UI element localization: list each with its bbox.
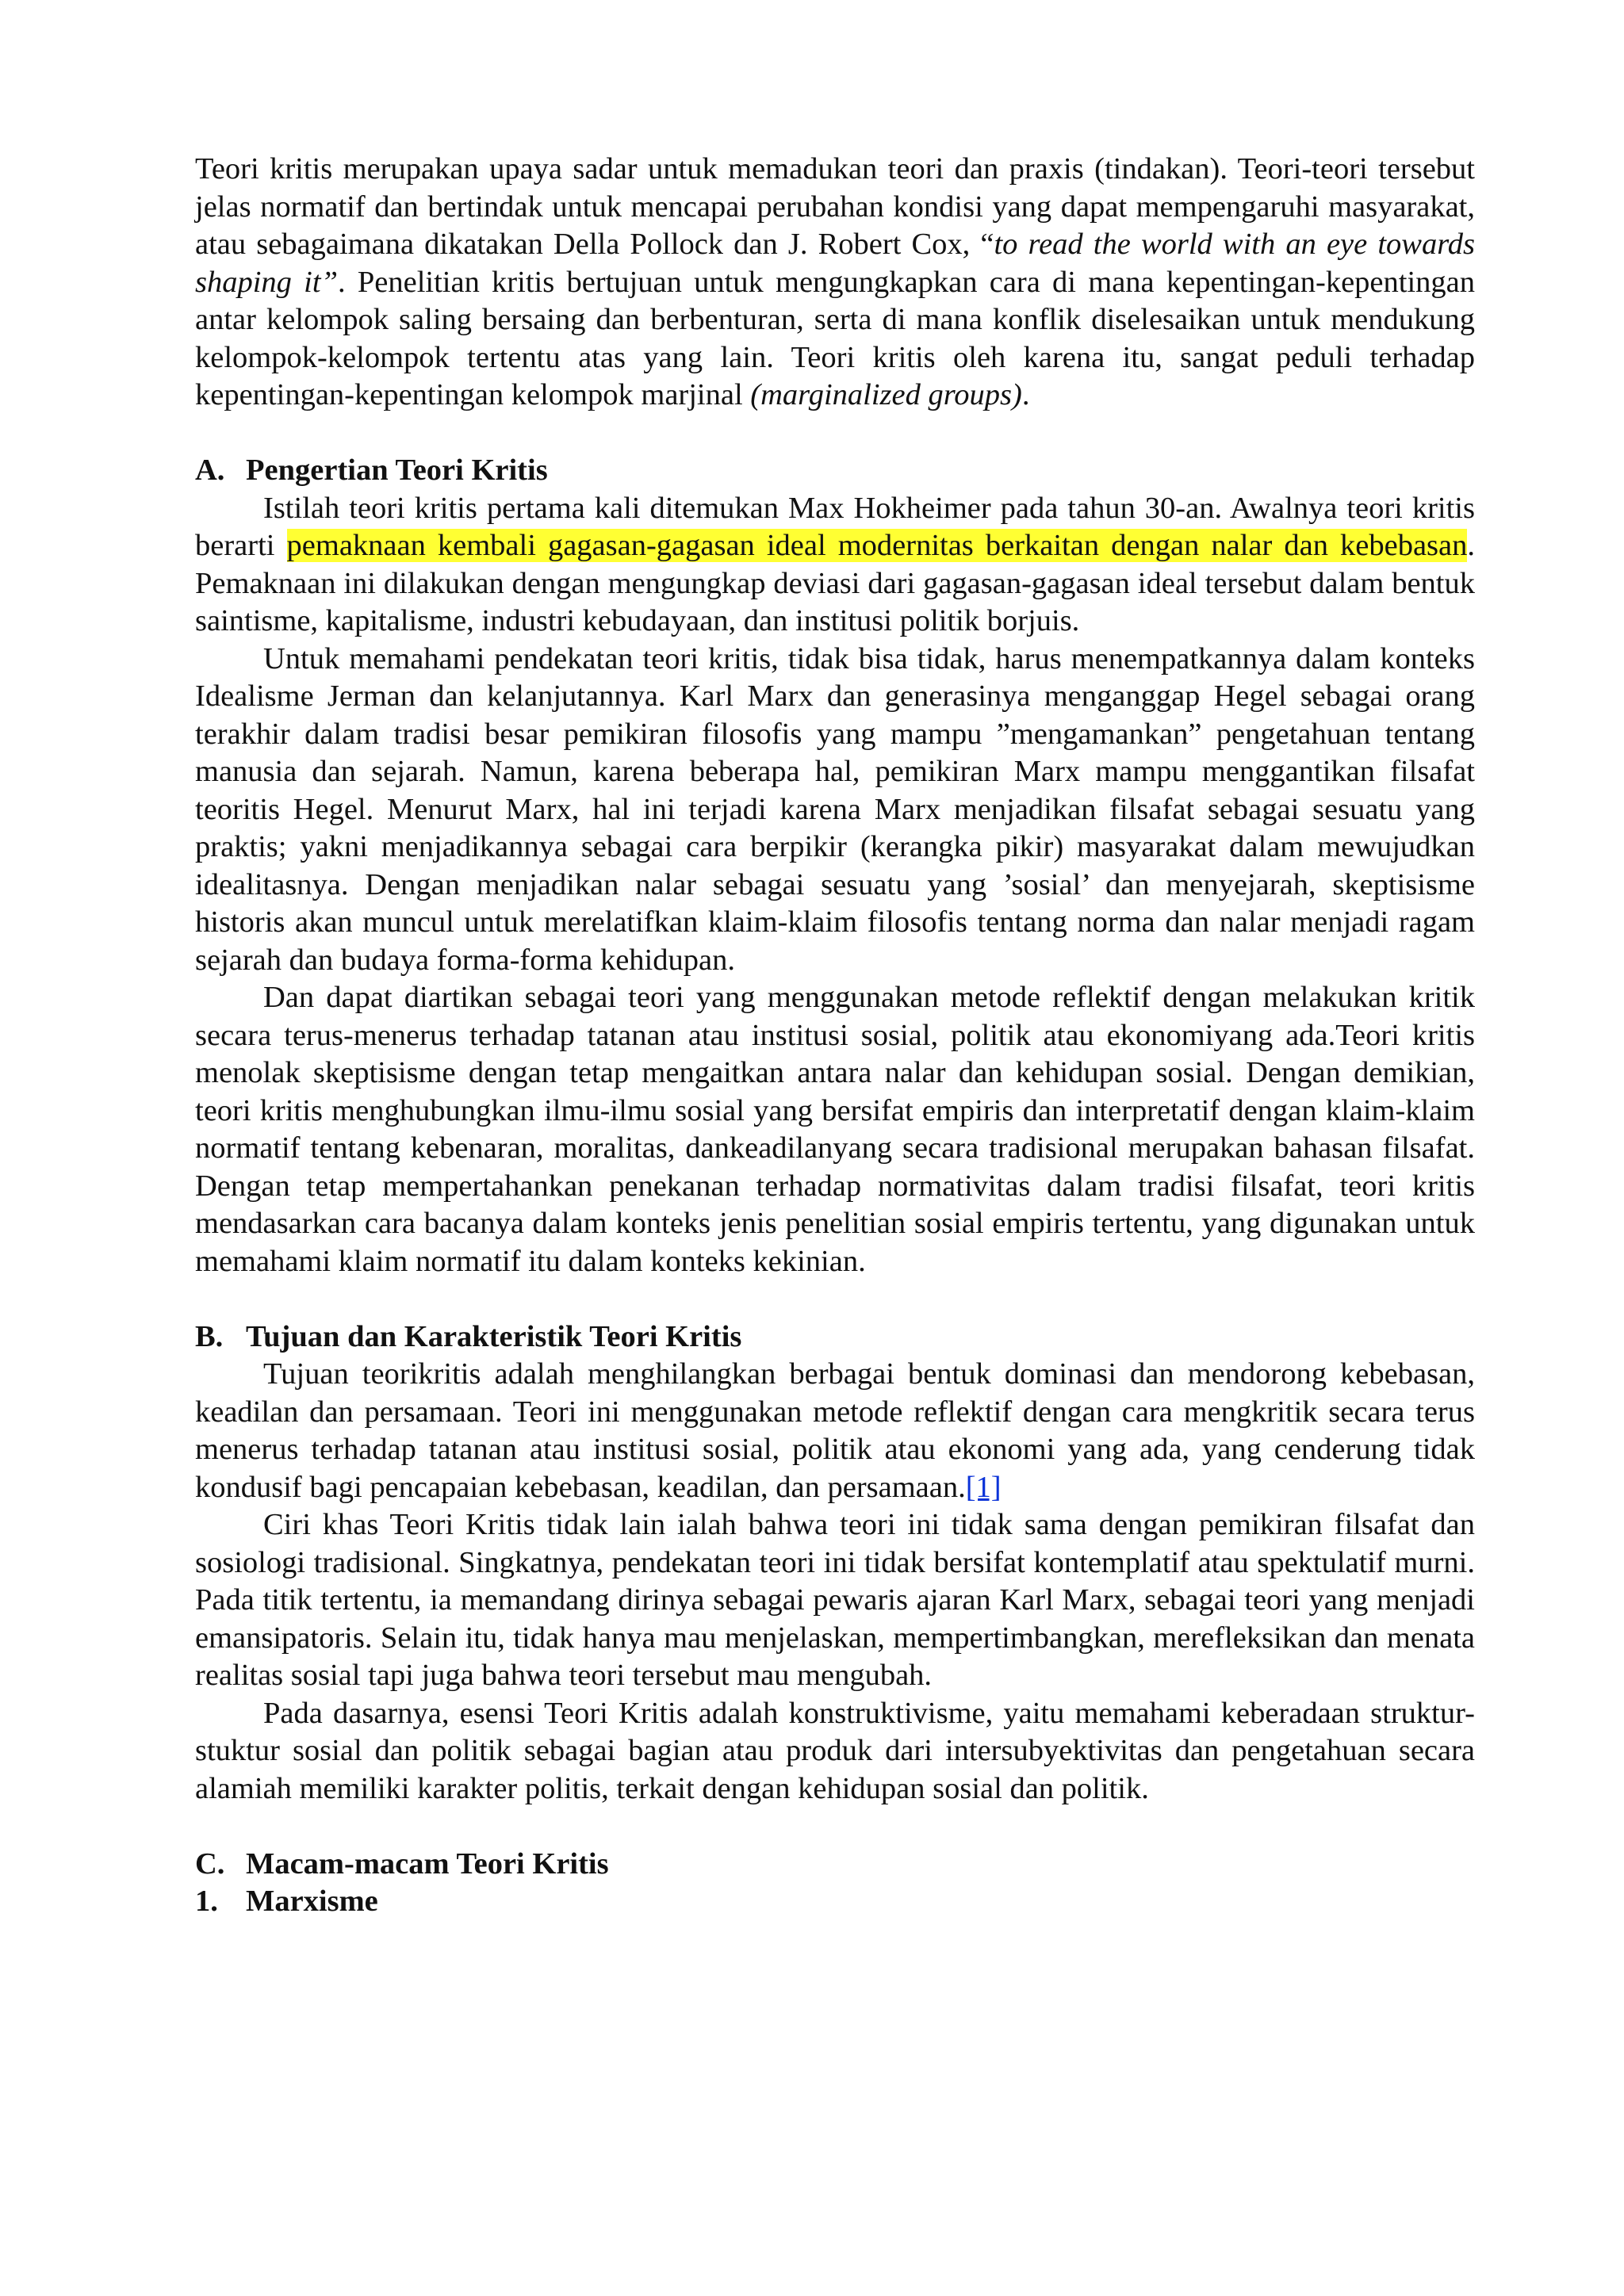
subsection-1-heading	[195, 1883, 1475, 1921]
section-c-heading	[195, 1846, 1475, 1884]
intro-text: Teori kritis merupakan upaya sadar untuk memadukan teori dan praxis (tindakan). Teori-teori tersebut jelas normatif dan bertindak untuk mencapai perubahan kondisi yang dapat mempengaruhi masyarakat, atau sebagaimana dikatakan Della Pollock dan J. Robert Cox, “	[195, 152, 1475, 261]
section-c-number: C.	[195, 1846, 225, 1881]
spacer	[195, 1280, 1475, 1318]
document-page	[195, 151, 1475, 1921]
section-b-title: Tujuan dan Karakteristik Teori Kritis	[246, 1319, 742, 1353]
section-a-paragraph-3: Dan dapat diartikan sebagai teori yang menggunakan metode reflektif dengan melakukan kritik secara terus-menerus terhadap tatanan atau institusi sosial, politik atau ekonomiyang ada.Teori kritis menolak skeptisisme dengan tetap mengaitkan antara nalar dan kehidupan sosial. Dengan demikian, teori kritis menghubungkan ilmu-ilmu sosial yang bersifat empiris dan interpretatif dengan klaim-klaim normatif tentang kebenaran, moralitas, dankeadilanyang secara tradisional merupakan bahasan filsafat. Dengan tetap mempertahankan penekanan terhadap normativitas dalam tradisi filsafat, teori kritis mendasarkan cara bacanya dalam konteks jenis penelitian sosial empiris tertentu, yang digunakan untuk memahami klaim normatif itu dalam konteks kekinian.	[195, 981, 1475, 1278]
spacer	[195, 1808, 1475, 1846]
section-a-paragraph-1	[195, 490, 1475, 641]
subsection-1-title: Marxisme	[246, 1885, 378, 1918]
section-a-p1-text-continued: . Pemaknaan ini dilakukan dengan mengungkap deviasi dari gagasan-gagasan ideal tersebut dalam bentuk saintisme, kapitalisme, industri kebudayaan, dan institusi politik borjuis.	[195, 529, 1475, 637]
section-a-p1-text: Istilah teori kritis pertama kali ditemukan Max Hokheimer pada tahun 30-an. Awalnya teori kritis berarti	[195, 491, 1475, 562]
intro-paragraph	[195, 151, 1475, 415]
footnote-link[interactable]: [1]	[965, 1470, 1002, 1504]
section-c-title: Macam-macam Teori Kritis	[246, 1846, 609, 1881]
section-b-paragraph-1	[195, 1356, 1475, 1506]
intro-italic-term: (marginalized groups)	[750, 378, 1022, 411]
section-b-paragraph-3: Pada dasarnya, esensi Teori Kritis adalah konstruktivisme, yaitu memahami keberadaan struktur-stuktur sosial dan politik sebagai bagian atau produk dari intersubyektivitas dan pengetahuan secara alamiah memiliki karakter politis, terkait dengan kehidupan sosial dan politik.	[195, 1696, 1475, 1805]
intro-period: .	[1021, 378, 1030, 411]
section-a-heading	[195, 452, 1475, 490]
intro-quote: to read the world with an eye towards shaping it”	[195, 228, 1475, 299]
section-b-p1-text: Tujuan teorikritis adalah menghilangkan berbagai bentuk dominasi dan mendorong kebebasan, keadilan dan persamaan. Teori ini menggunakan metode reflektif dengan cara mengkritik secara terus menerus terhadap tatanan atau institusi sosial, politik atau ekonomi yang ada, yang cenderung tidak kondusif bagi pencapaian kebebasan, keadilan, dan persamaan.	[195, 1357, 1475, 1504]
section-b-heading	[195, 1318, 1475, 1357]
section-b-number: B.	[195, 1319, 224, 1353]
spacer	[195, 415, 1475, 453]
subsection-1-number: 1.	[195, 1885, 218, 1918]
section-a-title: Pengertian Teori Kritis	[246, 453, 548, 487]
section-a-paragraph-2: Untuk memahami pendekatan teori kritis, tidak bisa tidak, harus menempatkannya dalam konteks Idealisme Jerman dan kelanjutannya. Karl Marx dan generasinya menganggap Hegel sebagai orang terakhir dalam tradisi besar pemikiran filosofis yang mampu ”mengamankan” pengetahuan tentang manusia dan sejarah. Namun, karena beberapa hal, pemikiran Marx mampu menggantikan filsafat teoritis Hegel. Menurut Marx, hal ini terjadi karena Marx menjadikan filsafat sebagai sesuatu yang praktis; yakni menjadikannya sebagai cara berpikir (kerangka pikir) masyarakat dalam mewujudkan idealitasnya. Dengan menjadikan nalar sebagai sesuatu yang ’sosial’ dan menyejarah, skeptisisme historis akan muncul untuk merelatifkan klaim-klaim filosofis tentang norma dan nalar menjadi ragam sejarah dan budaya forma-forma kehidupan.	[195, 641, 1475, 977]
section-b-paragraph-2: Ciri khas Teori Kritis tidak lain ialah bahwa teori ini tidak sama dengan pemikiran filsafat dan sosiologi tradisional. Singkatnya, pendekatan teori ini tidak bersifat kontemplatif atau spektulatif murni. Pada titik tertentu, ia memandang dirinya sebagai pewaris ajaran Karl Marx, sebagai teori yang menjadi emansipatoris. Selain itu, tidak hanya mau menjelaskan, mempertimbangkan, merefleksikan dan menata realitas sosial tapi juga bahwa teori tersebut mau mengubah.	[195, 1508, 1475, 1692]
section-a-number: A.	[195, 453, 225, 487]
highlighted-text: pemaknaan kembali gagasan-gagasan ideal modernitas berkaitan dengan nalar dan kebebasan	[286, 529, 1468, 562]
intro-text-continued: . Penelitian kritis bertujuan untuk mengungkapkan cara di mana kepentingan-kepentingan antar kelompok saling bersaing dan berbenturan, serta di mana konflik diselesaikan untuk mendukung kelompok-kelompok tertentu atas yang lain. Teori kritis oleh karena itu, sangat peduli terhadap kepentingan-kepentingan kelompok marjinal	[195, 265, 1475, 411]
